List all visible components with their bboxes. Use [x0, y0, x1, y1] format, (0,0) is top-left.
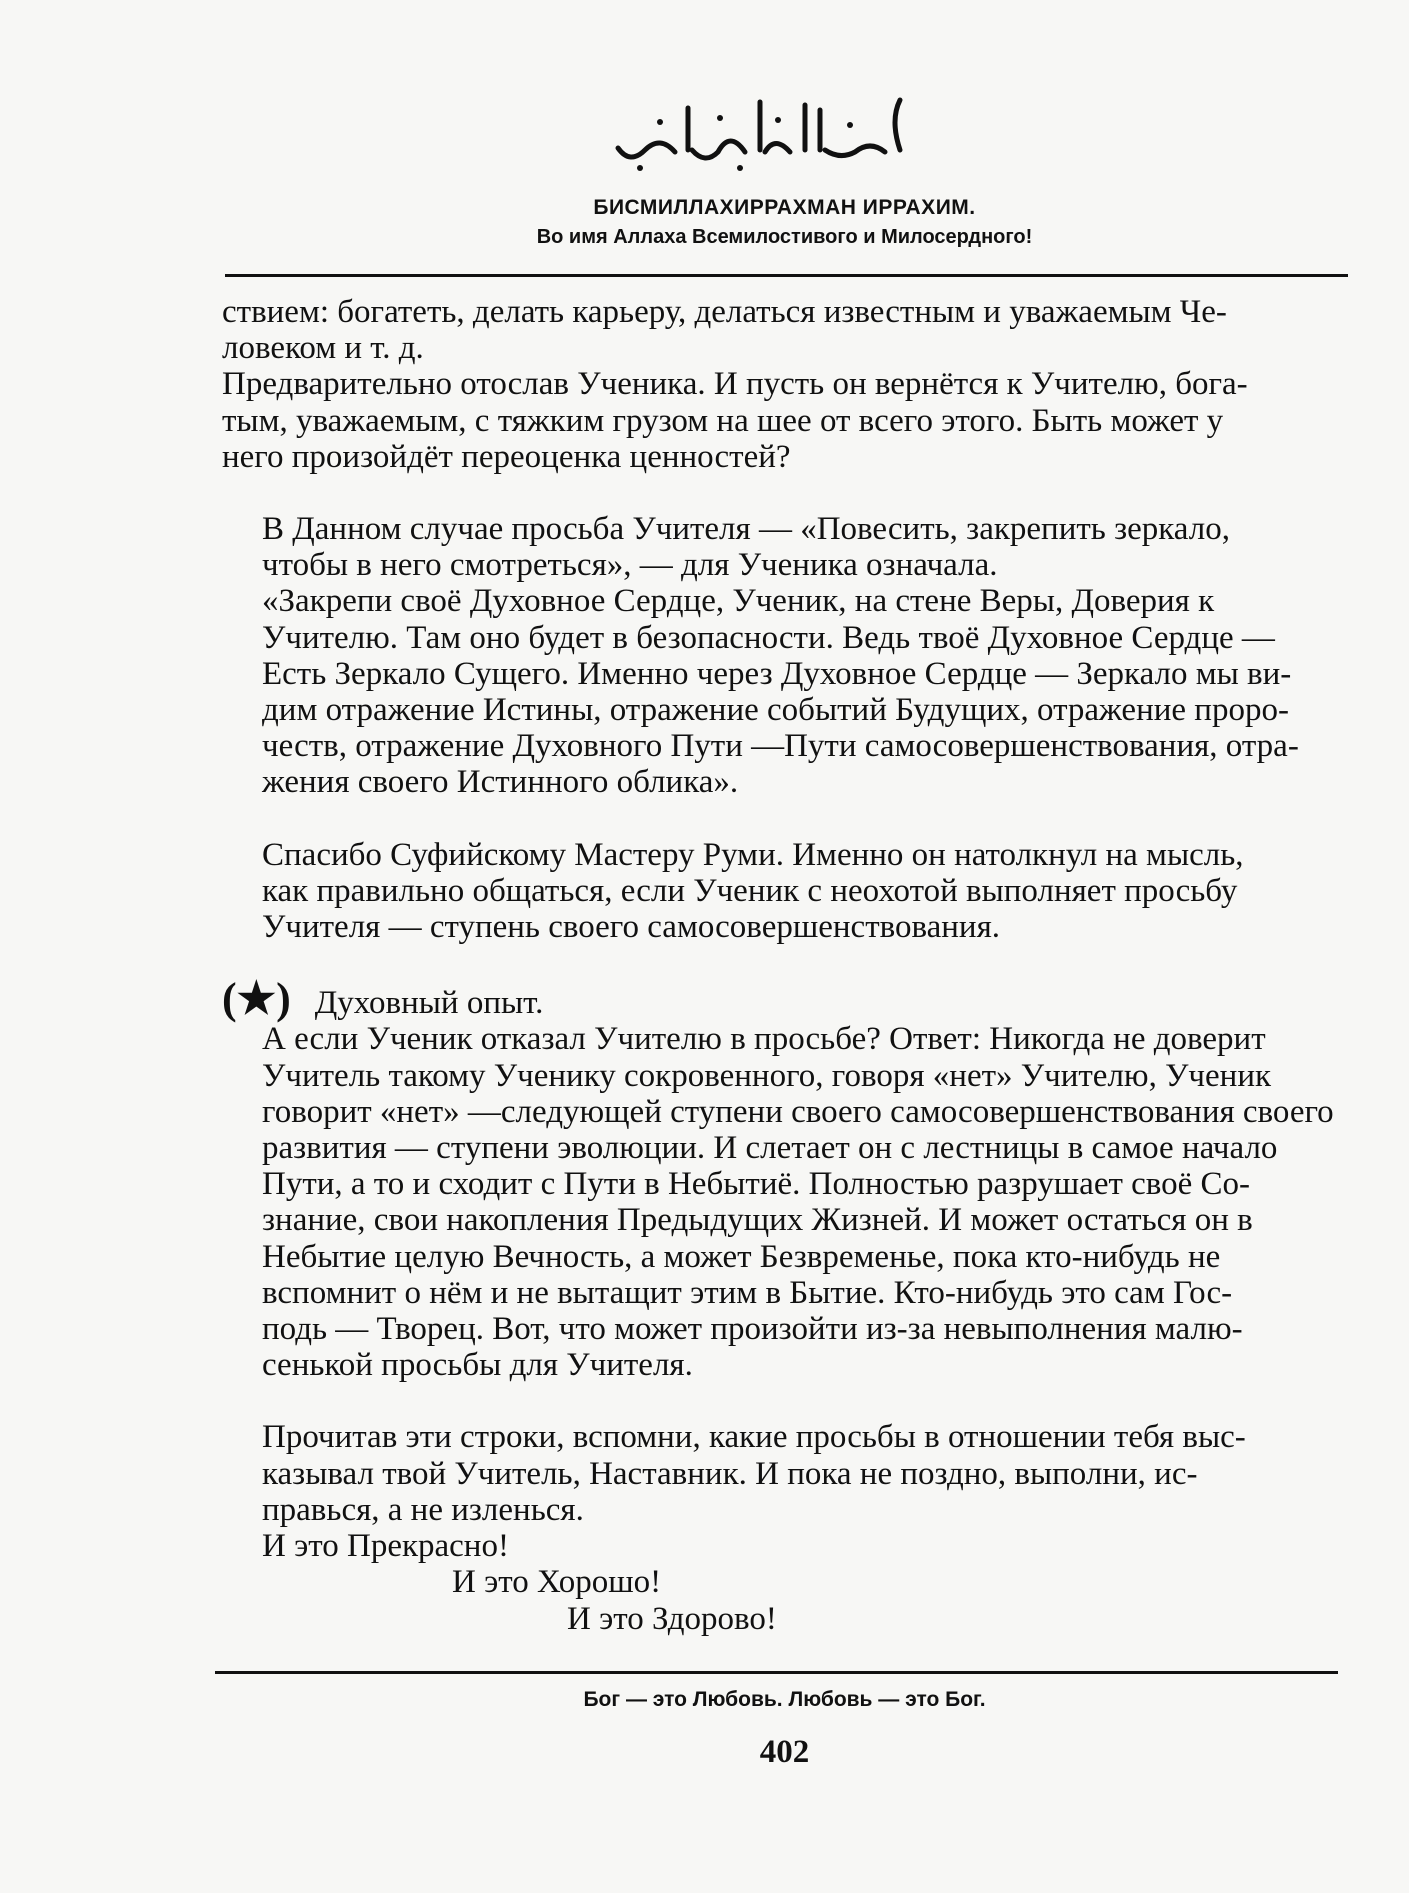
paragraph [222, 837, 1347, 946]
text-line: казывал твой Учитель, Наставник. И пока не поздно, выполни, ис- [262, 1455, 1198, 1492]
text-line: честв, отражение Духовного Пути —Пути самосовершенствования, отра- [262, 728, 1299, 765]
text-line: А если Ученик отказал Учителю в просьбе? Ответ: Никогда не доверит [262, 1021, 1266, 1058]
closing-line: И это Прекрасно! [262, 1528, 509, 1565]
spiritual-experience-heading [222, 974, 1347, 1024]
closing-line: И это Здорово! [567, 1600, 777, 1637]
header-title: БИСМИЛЛАХИРРАХМАН ИРРАХИМ. [593, 196, 976, 219]
basmala-calligraphy-icon [600, 80, 920, 180]
text-line: подь — Творец. Вот, что может произойти из-за невыполнения малю- [262, 1311, 1243, 1348]
text-line: Небытие целую Вечность, а может Безвременье, пока кто-нибудь не [262, 1238, 1221, 1275]
text-line: Спасибо Суфийскому Мастеру Руми. Именно он натолкнул на мысль, [262, 836, 1244, 873]
star-icon: (★) [222, 974, 291, 1024]
header-divider [225, 274, 1348, 277]
text-line: него произойдёт переоценка ценностей? [222, 438, 791, 475]
closing-line: И это Хорошо! [452, 1564, 662, 1601]
text-line: Есть Зеркало Сущего. Именно через Духовное Сердце — Зеркало мы ви- [262, 655, 1292, 692]
paragraph [222, 1419, 1347, 1528]
paragraph-gap [222, 1383, 1347, 1419]
star-label: Духовный опыт. [314, 985, 544, 1022]
text-line: Учитель такому Ученику сокровенного, говоря «нет» Учителю, Ученик [262, 1057, 1272, 1094]
text-line: тым, уважаемым, с тяжким грузом на шее от всего этого. Быть может у [222, 402, 1224, 439]
text-line: Прочитав эти строки, вспомни, какие просьбы в отношении тебя выс- [262, 1419, 1246, 1456]
paragraph-gap [222, 801, 1347, 837]
text-line: как правильно общаться, если Ученик с неохотой выполняет просьбу [262, 872, 1238, 909]
text-line: развития — ступени эволюции. И слетает он с лестницы в самое начало [262, 1130, 1278, 1167]
paragraph-gap [222, 945, 1347, 981]
text-line: сенькой просьбы для Учителя. [262, 1347, 693, 1384]
text-line: вспомнит о нём и не вытащит этим в Бытие. Кто-нибудь это сам Гос- [262, 1274, 1233, 1311]
text-line: чтобы в него смотреться», — для Ученика означала. [262, 547, 998, 584]
paragraph [222, 294, 1347, 366]
paragraph [222, 583, 1347, 800]
text-line: правься, а не изленься. [262, 1491, 584, 1528]
text-line: знание, свои накопления Предыдущих Жизней. И может остаться он в [262, 1202, 1253, 1239]
paragraph-gap [222, 475, 1347, 511]
text-line: жения своего Истинного облика». [262, 764, 739, 801]
paragraph [222, 511, 1347, 583]
footer-motto: Бог — это Любовь. Любовь — это Бог. [583, 1688, 986, 1711]
paragraph [222, 366, 1347, 475]
text-line: Пути, а то и сходит с Пути в Небытиё. Полностью разрушает своё Со- [262, 1166, 1251, 1203]
footer-divider [215, 1671, 1338, 1674]
page-number: 402 [759, 1734, 810, 1770]
text-line: ловеком и т. д. [222, 330, 424, 367]
text-line: Учителя — ступень своего самосовершенствования. [262, 909, 1001, 946]
text-line: «Закрепи своё Духовное Сердце, Ученик, на стене Веры, Доверия к [262, 583, 1215, 620]
text-line: Учителю. Там оно будет в безопасности. Ведь твоё Духовное Сердце — [262, 619, 1275, 656]
text-line: Предварительно отослав Ученика. И пусть он вернётся к Учителю, бога- [222, 366, 1248, 403]
page-body [222, 294, 1347, 1637]
text-line: ствием: богатеть, делать карьеру, делаться известным и уважаемым Че- [222, 294, 1227, 330]
text-line: говорит «нет» —следующей ступени своего самосовершенствования своего [262, 1093, 1334, 1130]
text-line: дим отражение Истины, отражение событий Будущих, отражение проро- [262, 692, 1289, 729]
paragraph [222, 1021, 1347, 1383]
text-line: В Данном случае просьба Учителя — «Повесить, закрепить зеркало, [262, 511, 1230, 548]
header-subtitle: Во имя Аллаха Всемилостивого и Милосердного! [536, 226, 1033, 248]
